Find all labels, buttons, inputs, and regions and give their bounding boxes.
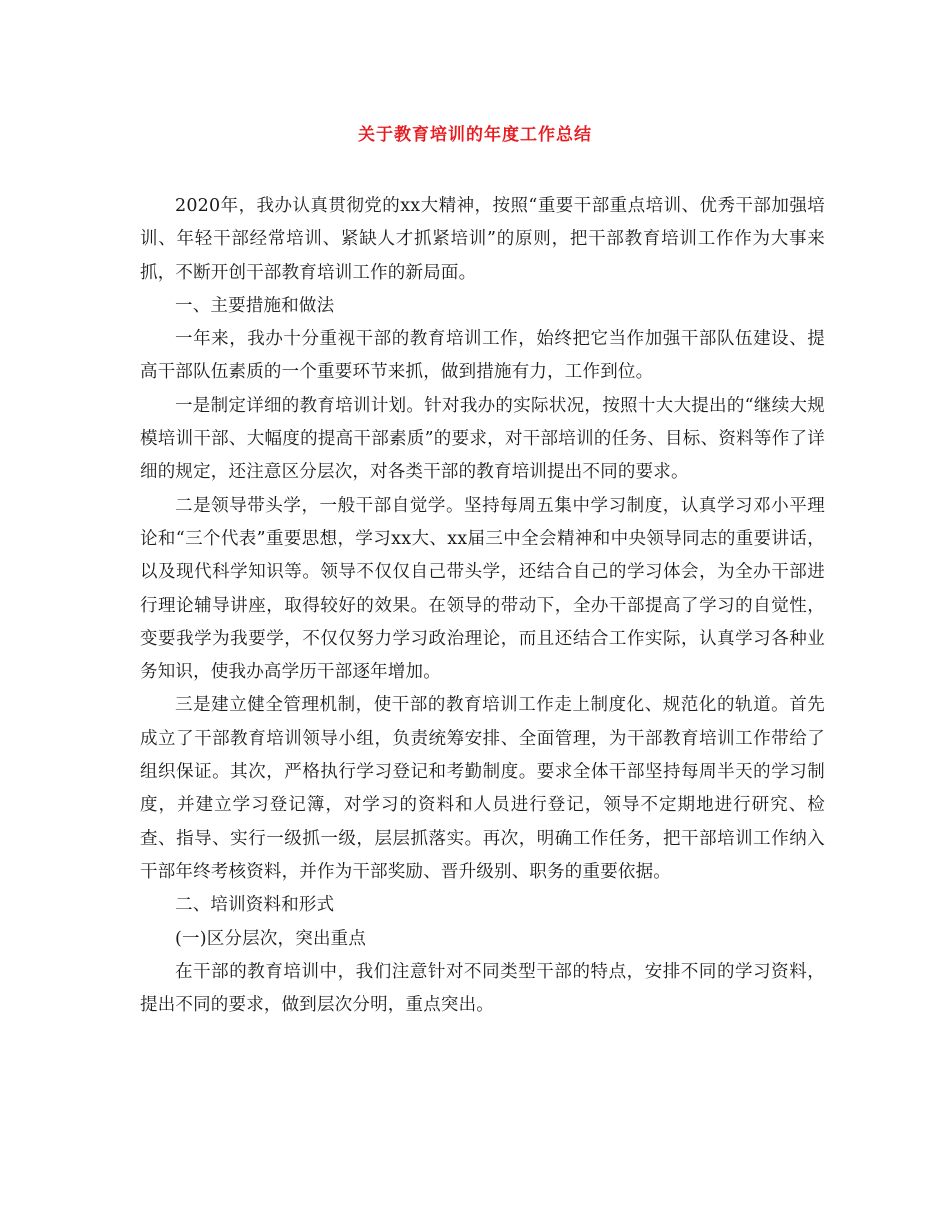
paragraph: 一年来，我办十分重视干部的教育培训工作，始终把它当作加强干部队伍建设、提高干部队伍素质的一个重要环节来抓，做到措施有力，工作到位。 [140,329,825,383]
section-heading-2: 二、培训资料和形式 [175,895,335,916]
paragraph: 三是建立健全管理机制，使干部的教育培训工作走上制度化、规范化的轨道。首先成立了干部教育培训领导小组，负责统筹安排、全面管理，为干部教育培训工作带给了组织保证。其次，严格执行学习登记和考勤制度。要求全体干部坚持每周半天的学习制度，并建立学习登记簿，对学习的资料和人员进行登记，领导不定期地进行研究、检查、指导、实行一级抓一级，层层抓落实。再次，明确工作任务，把干部培训工作纳入干部年终考核资料，并作为干部奖励、晋升级别、职务的重要依据。 [140,695,825,882]
paragraph: 二是领导带头学，一般干部自觉学。坚持每周五集中学习制度，认真学习邓小平理论和“三个代表”重要思想，学习xx大、xx届三中全会精神和中央领导同志的重要讲话，以及现代科学知识等。领导不仅仅自己带头学，还结合自己的学习体会，为全办干部进行理论辅导讲座，取得较好的效果。在领导的带动下，全办干部提高了学习的自觉性，变要我学为我要学，不仅仅努力学习政治理论，而且还结合工作实际，认真学习各种业务知识，使我办高学历干部逐年增加。 [140,495,825,683]
document-title: 关于教育培训的年度工作总结 [358,125,592,145]
section-heading-1: 一、主要措施和做法 [175,295,335,316]
subsection-heading: (一)区分层次，突出重点 [175,928,367,949]
paragraph: 在干部的教育培训中，我们注意针对不同类型干部的特点，安排不同的学习资料，提出不同的要求，做到层次分明，重点突出。 [140,961,825,1016]
paragraph: 一是制定详细的教育培训计划。针对我办的实际状况，按照十大大提出的“继续大规模培训干部、大幅度的提高干部素质”的要求，对干部培训的任务、目标、资料等作了详细的规定，还注意区分层次，对各类干部的教育培训提出不同的要求。 [140,395,825,483]
paragraph-intro: 2020年，我办认真贯彻党的xx大精神，按照“重要干部重点培训、优秀干部加强培训、年轻干部经常培训、紧缺人才抓紧培训”的原则，把干部教育培训工作作为大事来抓，不断开创干部教育培训工作的新局面。 [140,196,825,283]
document-body [140,190,825,1022]
